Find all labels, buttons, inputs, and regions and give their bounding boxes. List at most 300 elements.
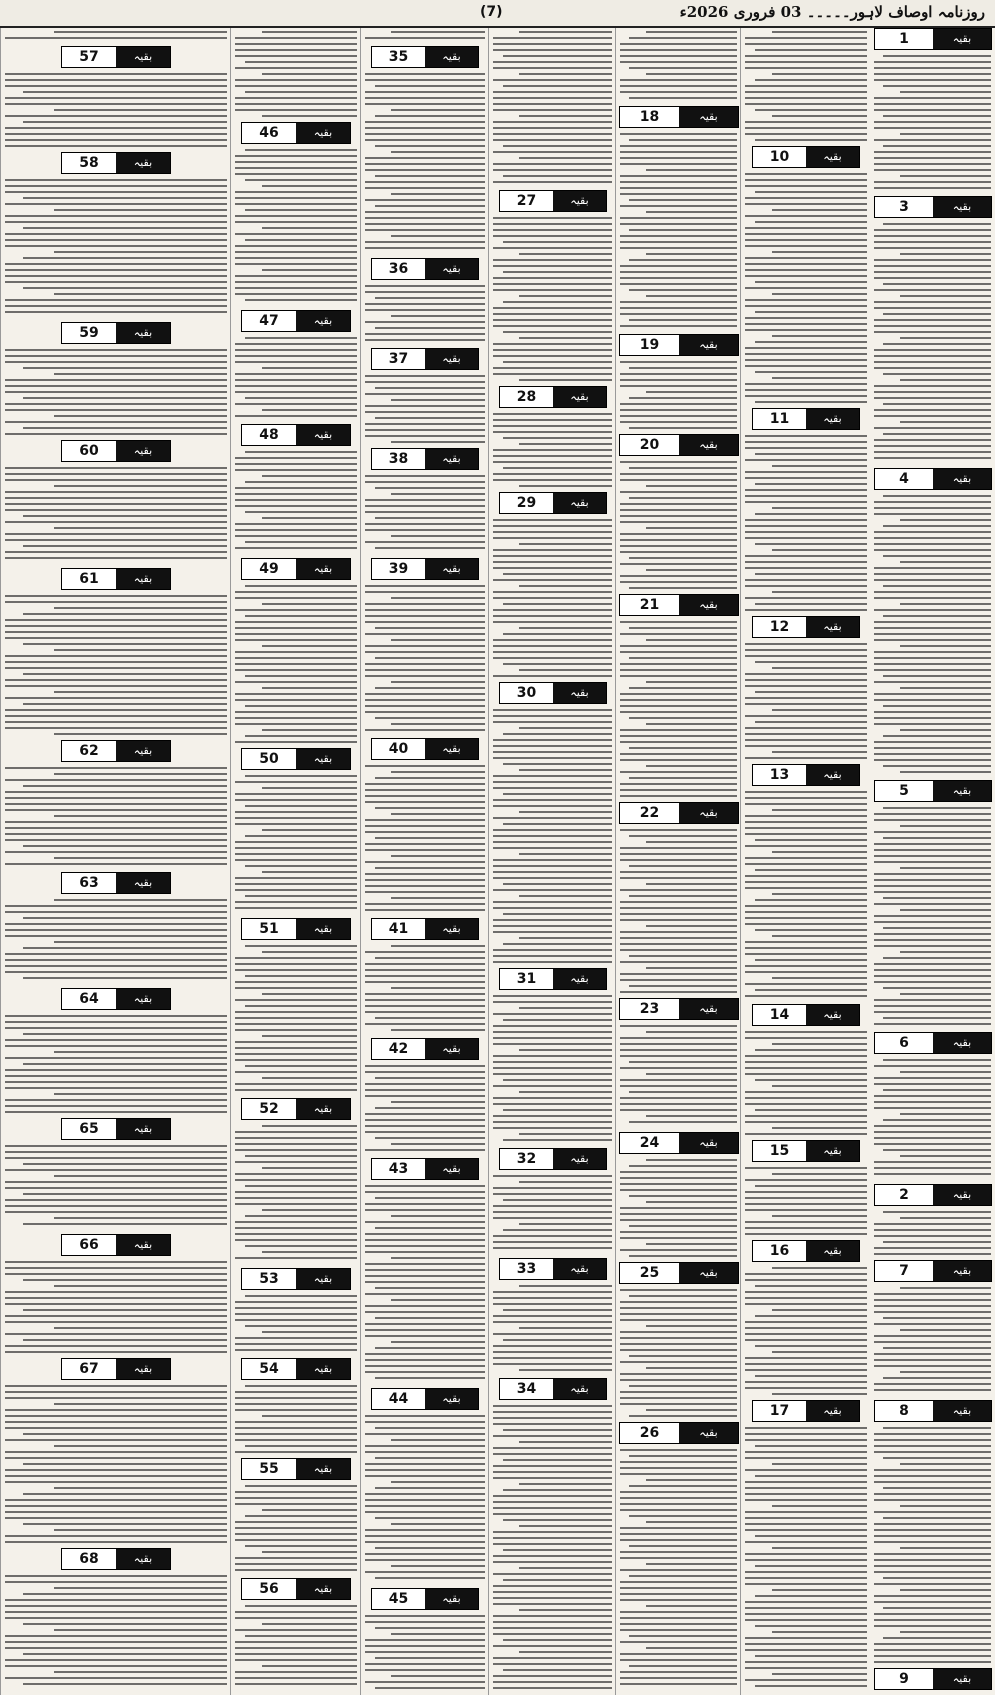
text-line [620,1177,737,1179]
text-line [519,1007,612,1009]
text-line [375,1227,485,1229]
article-text-block [745,1031,867,1139]
text-line [54,1587,227,1589]
text-line [391,1101,485,1103]
text-line [235,823,357,825]
continuation-word: بقیہ [425,919,478,939]
text-line [900,1217,991,1219]
article-text-block [493,519,612,681]
text-line [620,1683,737,1685]
text-line [493,1061,612,1063]
text-line [5,355,227,357]
text-line [365,163,485,165]
continuation-word: بقیہ [679,1133,738,1153]
text-line [365,1329,485,1331]
text-line [519,627,612,629]
text-line [755,109,867,111]
text-line [620,1231,737,1233]
text-line [493,919,612,921]
text-line [493,817,612,819]
continuation-label-12 [752,616,860,638]
text-line [235,493,357,495]
text-line [629,1635,737,1637]
text-line [874,981,991,983]
text-line [23,947,227,949]
continuation-number: 49 [242,559,296,579]
continuation-label-26 [619,1422,739,1444]
text-line [365,699,485,701]
text-line [5,715,227,717]
text-line [745,495,867,497]
text-line [745,329,867,331]
text-line [365,1475,485,1477]
text-line [745,1297,867,1299]
continuation-number: 40 [372,739,425,759]
text-line [883,957,991,959]
text-line [620,1037,737,1039]
text-line [235,1257,357,1259]
text-line [5,709,227,711]
article-text-block [874,1059,991,1183]
text-line [5,1439,227,1441]
article-text-block [235,1385,357,1457]
text-line [646,765,737,767]
text-line [493,1603,612,1605]
text-line [900,867,991,869]
continuation-label-34 [499,1378,607,1400]
continuation-label-37 [371,348,479,370]
page-header [0,0,995,28]
text-line [646,681,737,683]
article-text-block [5,595,227,739]
text-line [391,235,485,237]
text-line [235,1337,357,1339]
continuation-word: بقیہ [425,259,478,279]
text-line [620,277,737,279]
text-line [493,549,612,551]
text-line [745,1197,867,1199]
text-line [235,781,357,783]
continuation-number: 14 [753,1005,806,1025]
text-line [5,115,227,117]
text-line [365,127,485,129]
text-line [629,1295,737,1297]
text-line [629,199,737,201]
article-text-block [620,1449,737,1694]
text-line [365,291,485,293]
text-line [391,855,485,857]
text-line [874,567,991,569]
text-line [745,757,867,759]
continuation-label-45 [371,1588,479,1610]
text-line [235,161,357,163]
continuation-word: بقیہ [116,323,170,343]
text-line [493,313,612,315]
text-line [620,1641,737,1643]
continuation-word: بقیہ [425,449,478,469]
text-line [5,661,227,663]
text-line [620,151,737,153]
text-line [365,1191,485,1193]
text-line [245,91,357,93]
article-text-block [874,495,991,779]
text-line [245,835,357,837]
text-line [5,929,227,931]
text-line [620,1623,737,1625]
text-line [245,209,357,211]
text-line [365,475,485,477]
text-line [874,741,991,743]
text-line [629,259,737,261]
text-line [365,1553,485,1555]
text-line [519,1441,612,1443]
continuation-word: بقیہ [116,153,170,173]
text-line [620,699,737,701]
text-line [874,307,991,309]
text-line [874,325,991,327]
text-line [365,1365,485,1367]
text-line [620,1527,737,1529]
text-line [900,1371,991,1373]
text-line [5,1027,227,1029]
text-line [519,1133,612,1135]
text-line [23,1653,227,1655]
text-line [745,803,867,805]
continuation-number: 1 [875,29,933,49]
text-line [503,1339,612,1341]
text-line [365,505,485,507]
text-line [629,1061,737,1063]
text-line [755,79,867,81]
text-line [493,223,612,225]
text-line [54,373,227,375]
text-line [646,1115,737,1117]
text-line [235,1677,357,1679]
text-line [745,1303,867,1305]
text-line [883,403,991,405]
text-line [5,1057,227,1059]
text-line [365,1529,485,1531]
text-line [5,1099,227,1101]
text-line [493,259,612,261]
continuation-number: 22 [620,803,679,823]
text-line [900,91,991,93]
text-line [755,1345,867,1347]
text-line [493,1073,612,1075]
continuation-label-3 [874,196,992,218]
text-line [365,303,485,305]
text-line [874,1595,991,1597]
text-line [755,989,867,991]
text-line [493,1627,612,1629]
text-line [23,1433,227,1435]
text-line [745,179,867,181]
text-line [365,1185,485,1187]
text-line [745,1517,867,1519]
text-line [5,1415,227,1417]
text-line [874,855,991,857]
text-line [883,343,991,345]
text-line [745,1061,867,1063]
text-line [745,1457,867,1459]
text-line [5,667,227,669]
article-text-block [235,149,357,309]
text-line [262,1125,357,1127]
text-line [772,1267,867,1269]
text-line [620,385,737,387]
text-line [620,509,737,511]
text-line [493,675,612,677]
text-line [375,547,485,549]
text-line [5,85,227,87]
text-line [493,537,612,539]
text-line [235,741,357,743]
text-line [629,37,737,39]
text-line [365,1089,485,1091]
text-line [745,1031,867,1033]
text-line [620,157,737,159]
text-line [262,517,357,519]
continuation-label-13 [752,764,860,786]
continuation-word: بقیہ [116,1235,170,1255]
text-line [245,1005,357,1007]
text-line [755,1285,867,1287]
text-line [745,1273,867,1275]
text-line [365,1615,485,1617]
text-line [493,745,612,747]
continuation-label-36 [371,258,479,280]
text-line [874,969,991,971]
text-line [5,791,227,793]
text-line [493,91,612,93]
text-line [620,421,737,423]
text-line [5,797,227,799]
text-line [375,717,485,719]
text-line [874,963,991,965]
continuation-word: بقیہ [806,617,859,637]
text-line [493,367,612,369]
text-line [365,1645,485,1647]
text-line [365,993,485,995]
text-line [23,397,227,399]
text-line [5,1499,227,1501]
continuation-number: 17 [753,1401,806,1421]
text-line [235,901,357,903]
text-line [493,1247,612,1249]
text-line [620,1313,737,1315]
continuation-word: بقیہ [553,387,606,407]
text-line [493,1657,612,1659]
text-line [883,1457,991,1459]
text-line [5,1541,227,1543]
text-line [365,603,485,605]
text-line [235,1391,357,1393]
text-line [874,1065,991,1067]
text-line [745,1439,867,1441]
text-line [493,901,612,903]
text-line [5,133,227,135]
text-line [745,91,867,93]
text-line [493,1687,612,1689]
text-line [23,515,227,517]
text-line [493,319,612,321]
text-line [745,745,867,747]
text-line [245,1325,357,1327]
text-line [874,241,991,243]
continuation-word: بقیہ [116,1549,170,1569]
continuation-label-50 [241,748,351,770]
text-line [745,1067,867,1069]
text-line [745,525,867,527]
text-line [874,1011,991,1013]
text-line [5,1157,227,1159]
text-line [503,823,612,825]
text-line [874,579,991,581]
text-line [503,1309,612,1311]
text-line [493,325,612,327]
text-line [620,1403,737,1405]
article-text-block [620,829,737,997]
text-line [262,787,357,789]
text-line [745,1649,867,1651]
text-line [745,1073,867,1075]
continuation-number: 13 [753,765,806,785]
text-line [874,367,991,369]
text-line [745,965,867,967]
text-line [745,1451,867,1453]
text-line [646,253,737,255]
text-line [365,1335,485,1337]
text-line [620,409,737,411]
text-line [375,1017,485,1019]
text-line [745,441,867,443]
text-line [54,485,227,487]
continuation-label-67 [61,1358,171,1380]
text-line [365,133,485,135]
text-line [620,1617,737,1619]
text-line [874,1353,991,1355]
continuation-label-24 [619,1132,739,1154]
text-line [235,969,357,971]
article-text-block [235,1485,357,1577]
continuation-label-52 [241,1098,351,1120]
text-line [874,1143,991,1145]
continuation-number: 59 [62,323,116,343]
text-line [262,871,357,873]
text-line [493,1591,612,1593]
text-line [235,523,357,525]
text-line [391,1257,485,1259]
text-line [620,1307,737,1309]
text-line [519,115,612,117]
text-line [235,1409,357,1411]
text-line [365,963,485,965]
text-line [883,1517,991,1519]
text-line [519,1049,612,1051]
text-line [493,1471,612,1473]
continuation-word: بقیہ [425,1589,478,1609]
text-line [5,1665,227,1667]
text-line [900,993,991,995]
article-text-block [235,1295,357,1357]
text-line [519,1651,612,1653]
text-line [745,395,867,397]
text-line [365,321,485,323]
text-line [620,1599,737,1601]
article-text-block [5,31,227,45]
text-line [646,485,737,487]
text-line [755,1655,867,1657]
text-line [745,85,867,87]
text-line [5,73,227,75]
text-line [883,55,991,57]
text-line [874,139,991,141]
text-line [391,1215,485,1217]
text-line [646,1521,737,1523]
text-line [365,819,485,821]
text-line [620,145,737,147]
text-line [235,49,357,51]
text-line [493,1351,612,1353]
text-line [620,889,737,891]
article-text-block [235,1605,357,1694]
text-line [235,717,357,719]
text-line [391,1633,485,1635]
text-line [745,1209,867,1211]
article-text-block [235,451,357,557]
text-line [772,1393,867,1395]
text-line [874,543,991,545]
text-line [620,1237,737,1239]
text-line [620,1611,737,1613]
text-line [5,127,227,129]
text-line [620,633,737,635]
text-line [5,1081,227,1083]
text-line [874,451,991,453]
text-line [620,1461,737,1463]
text-line [5,779,227,781]
text-line [629,1165,737,1167]
continuation-number: 66 [62,1235,116,1255]
continuation-number: 42 [372,1039,425,1059]
text-line [5,1145,227,1147]
text-line [772,251,867,253]
continuation-word: بقیہ [296,1459,350,1479]
text-line [391,897,485,899]
text-line [620,663,737,665]
text-line [365,423,485,425]
text-line [235,597,357,599]
text-line [503,1549,612,1551]
text-line [874,1229,991,1231]
text-line [874,1293,991,1295]
text-line [5,497,227,499]
text-line [391,315,485,317]
text-line [745,1481,867,1483]
text-line [365,951,485,953]
text-line [235,1137,357,1139]
text-line [5,923,227,925]
continuation-label-63 [61,872,171,894]
text-line [365,609,485,611]
text-line [375,1577,485,1579]
continuation-number: 37 [372,349,425,369]
text-line [620,1025,737,1027]
continuation-label-32 [499,1148,607,1170]
continuation-word: بقیہ [933,1261,991,1281]
text-line [745,1037,867,1039]
text-line [503,145,612,147]
